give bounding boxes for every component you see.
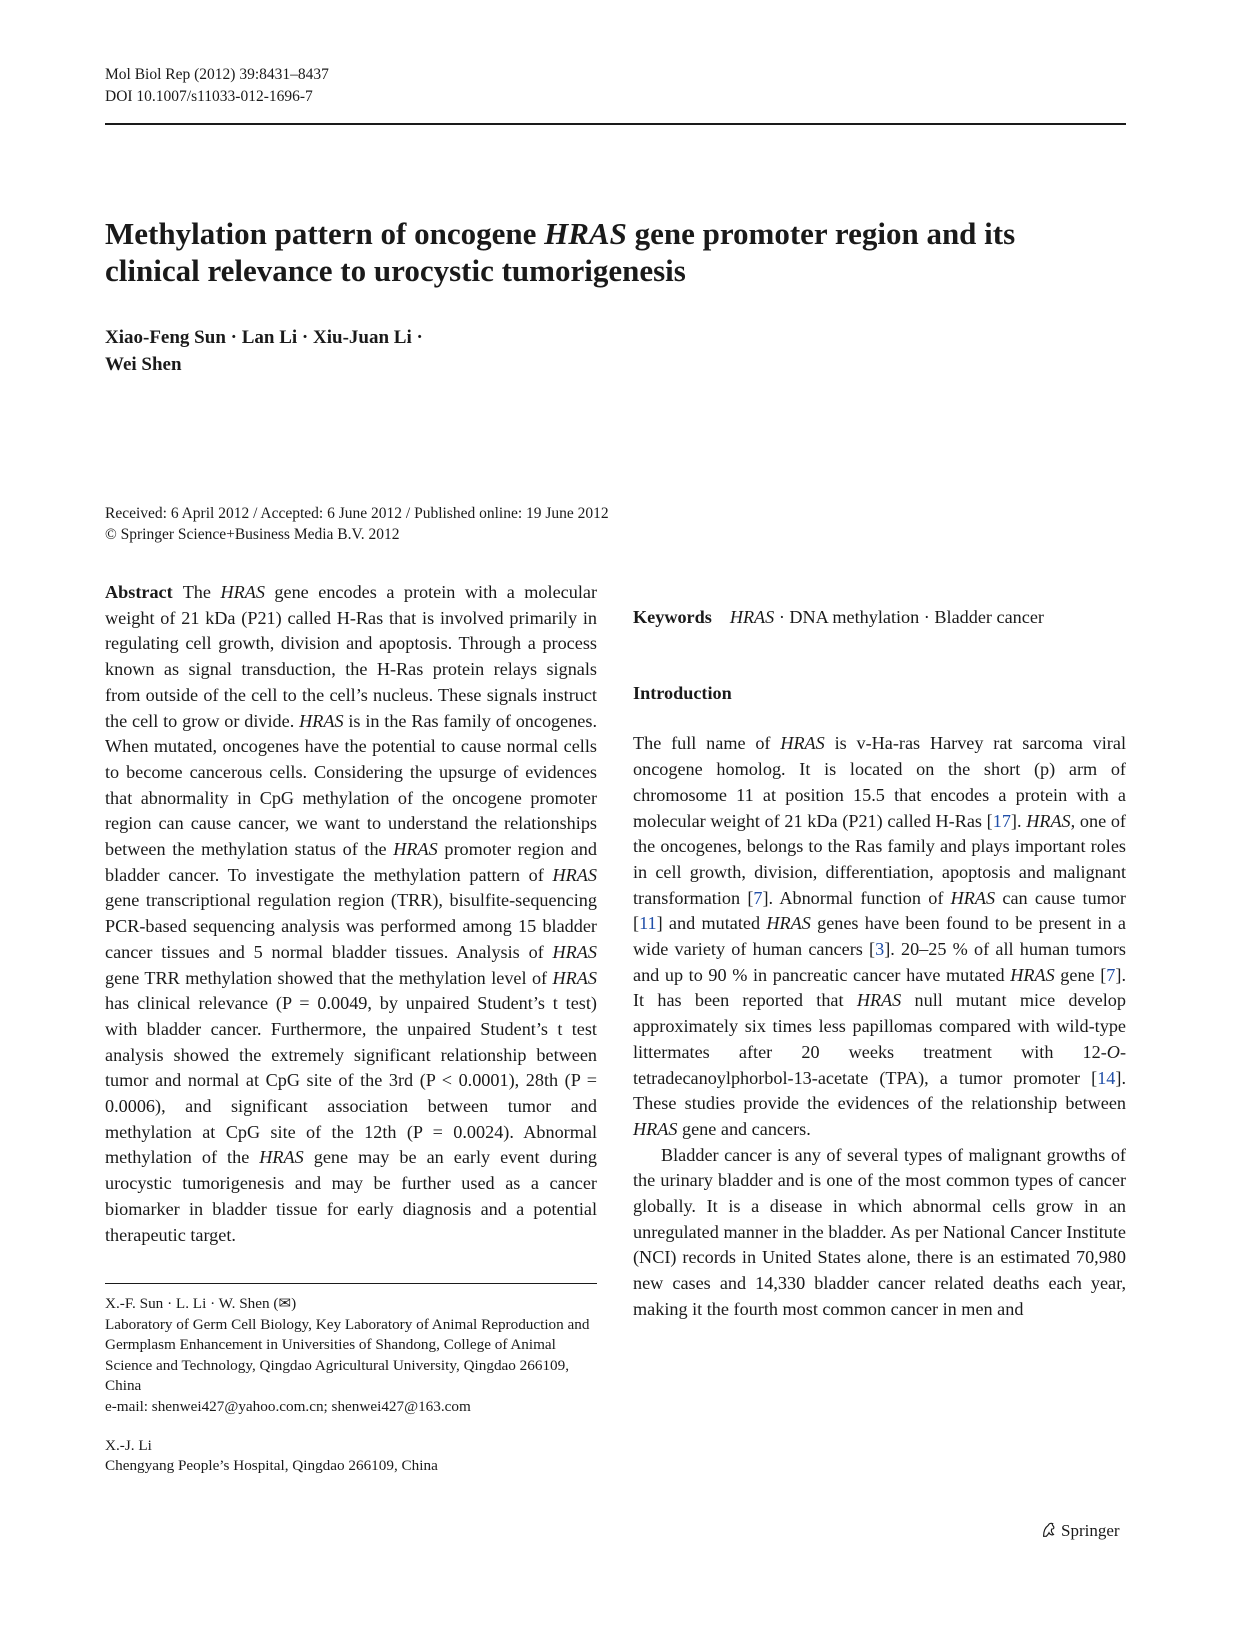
footnote-email[interactable]: e-mail: shenwei427@yahoo.com.cn; shenwei427@163.com	[105, 1397, 471, 1415]
ref-3-link[interactable]: 3	[875, 939, 885, 960]
authors-line-2: Wei Shen	[105, 354, 182, 375]
header-rule	[105, 123, 1126, 125]
footnote-authors: X.-F. Sun · L. Li · W. Shen (✉)	[105, 1295, 297, 1312]
article-title: Methylation pattern of oncogene HRAS gene promoter region and its clinical relevance to urocystic tumorigenesis	[105, 216, 1016, 288]
footnote-affiliation-2: Chengyang People’s Hospital, Qingdao 266109, China	[105, 1457, 438, 1475]
springer-horse-icon	[1040, 1521, 1058, 1539]
authors-line-1: Xiao-Feng Sun · Lan Li · Xiu-Juan Li ·	[105, 327, 423, 348]
copyright-line: © Springer Science+Business Media B.V. 2012	[105, 526, 400, 543]
ref-17-link[interactable]: 17	[992, 810, 1011, 831]
ref-7-link[interactable]: 7	[1106, 964, 1116, 985]
ref-11-link[interactable]: 11	[639, 913, 657, 934]
keywords: Keywords HRAS · DNA methylation · Bladder cancer	[633, 607, 1044, 627]
abstract: Abstract The HRAS gene encodes a protein with a molecular weight of 21 kDa (P21) called H-Ras that is involved primarily in regulating cell growth, division and apoptosis. Through a process known as signal transduction, the H-Ras protein relays signals from outside of the cell to the cell’s nucleus. These signals instruct the cell to grow or divide. HRAS is in the Ras family of oncogenes. When mutated, oncogenes have the potential to cause normal cells to become cancerous cells. Considering the upsurge of evidences that abnormality in CpG methylation of the oncogene promoter region can cause cancer, we want to understand the relationships between the methylation status of the HRAS promoter region and bladder cancer. To investigate the methylation pattern of HRAS gene transcriptional regulation region (TRR), bisulfite-sequencing PCR-based sequencing analysis was performed among 15 bladder cancer tissues and 5 normal bladder tissues. Analysis of HRAS gene TRR methylation showed that the methylation level of HRAS has clinical relevance (P = 0.0049, by unpaired Student’s t test) with bladder cancer. Furthermore, the unpaired Student’s t test analysis showed the extremely significant relationship between tumor and normal at CpG site of the 3rd (P < 0.0001), 28th (P = 0.0006), and significant association between tumor and methylation at CpG site of the 12th (P = 0.0024). Abnormal methylation of the HRAS gene may be an early event during urocystic tumorigenesis and may be further used as a cancer biomarker in bladder tissue for early diagnosis and a potential therapeutic target.	[105, 582, 598, 1245]
publisher-logo	[1040, 1520, 1120, 1542]
ref-7-link[interactable]: 7	[753, 887, 763, 908]
abstract-heading: Abstract	[105, 582, 173, 602]
ref-14-link[interactable]: 14	[1097, 1067, 1116, 1088]
footnote-rule	[105, 1283, 597, 1284]
footnote-author-2: X.-J. Li	[105, 1436, 152, 1454]
title-gene: HRAS	[544, 216, 627, 251]
affiliation-footnote	[105, 1294, 605, 1477]
keywords-heading: Keywords	[633, 607, 712, 627]
intro-paragraph-1: The full name of HRAS is v-Ha-ras Harvey rat sarcoma viral oncogene homolog. It is located on the short (p) arm of chromosome 11 at position 15.5 that encodes a protein with a molecular weight of 21 kDa (P21) called H-Ras [17]. HRAS, one of the oncogenes, belongs to the Ras family and plays important roles in cell growth, division, differentiation, apoptosis and malignant transformation [7]. Abnormal function of HRAS can cause tumor [11] and mutated HRAS genes have been found to be present in a wide variety of human cancers [3]. 20–25 % of all human tumors and up to 90 % in pancreatic cancer have mutated HRAS gene [7]. It has been reported that HRAS null mutant mice develop approximately six times less papillomas compared with wild-type littermates after 20 weeks treatment with 12-O-tetradecanoylphorbol-13-acetate (TPA), a tumor promoter [14]. These studies provide the evidences of the relationship between HRAS gene and cancers.	[633, 733, 1127, 1139]
left-column	[105, 580, 597, 1248]
doi[interactable]: DOI 10.1007/s11033-012-1696-7	[105, 88, 313, 105]
right-column	[633, 580, 1126, 1323]
introduction-heading: Introduction	[633, 682, 732, 703]
journal-citation: Mol Biol Rep (2012) 39:8431–8437	[105, 66, 329, 83]
footnote-affiliation-1: Laboratory of Germ Cell Biology, Key Laboratory of Animal Reproduction and Germplasm Enhancement in Universities of Shandong, College of Animal Science and Technology, Qingdao Agricultural University, Qingdao 266109, China	[105, 1315, 590, 1395]
publication-dates	[105, 503, 609, 545]
publisher-name: Springer	[1061, 1521, 1120, 1540]
intro-paragraph-2: Bladder cancer is any of several types of malignant growths of the urinary bladder and is one of the most common types of cancer globally. It is a disease in which abnormal cells grow in an unregulated manner in the bladder. As per National Cancer Institute (NCI) records in United States alone, there is an estimated 70,980 new cases and 14,330 bladder cancer related deaths each year, making it the fourth most common cancer in men and	[633, 1144, 1126, 1319]
dates-line: Received: 6 April 2012 / Accepted: 6 June 2012 / Published online: 19 June 2012	[105, 505, 609, 522]
journal-header	[105, 64, 329, 108]
author-list	[105, 324, 705, 378]
